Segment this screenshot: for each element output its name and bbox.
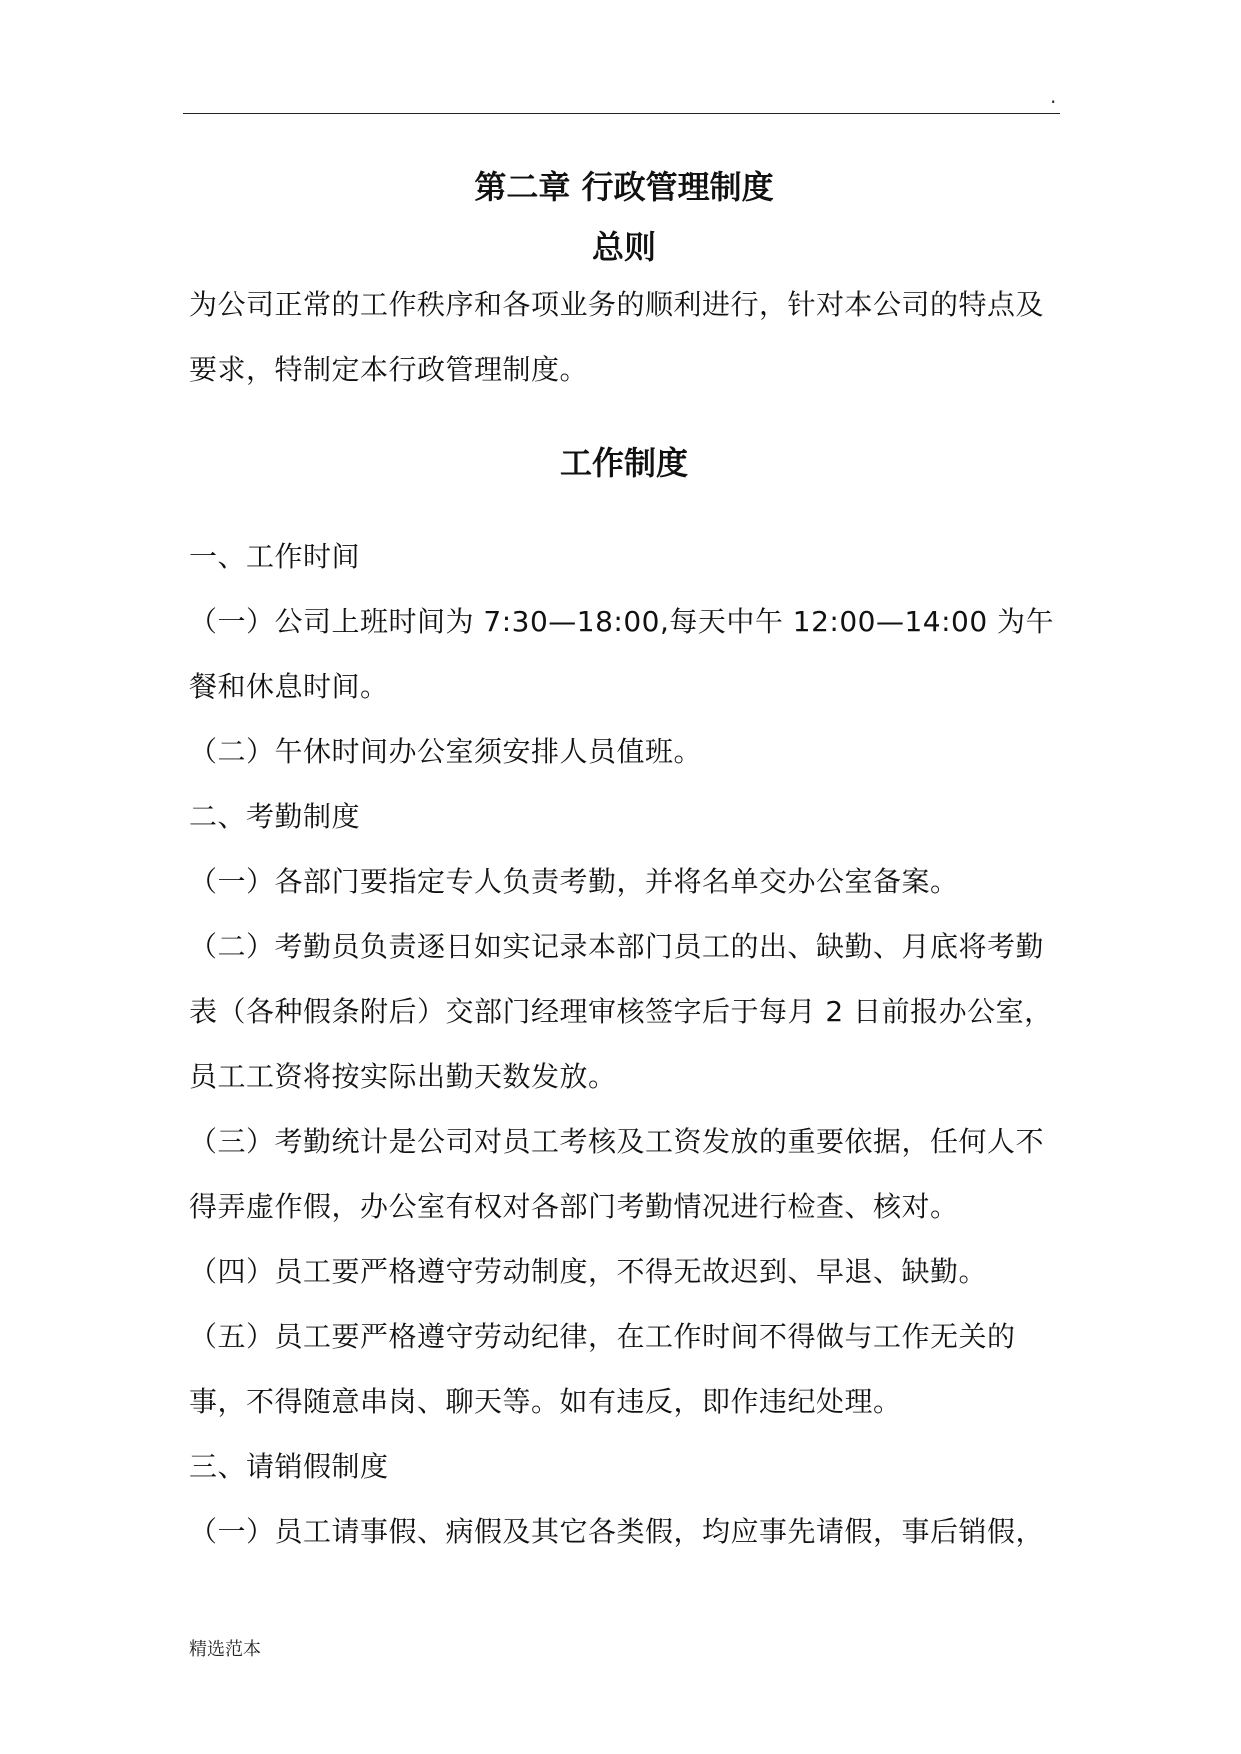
section-heading-attendance: 二、考勤制度 [189, 800, 361, 834]
chapter-title: 第二章 行政管理制度 [474, 168, 774, 206]
paragraph-noon-duty: （二）午休时间办公室须安排人员值班。 [189, 735, 703, 769]
intro-paragraph: 为公司正常的工作秩序和各项业务的顺利进行，针对本公司的特点及要求，特制定本行政管理制度。 [189, 287, 1045, 386]
header-rule [183, 113, 1060, 114]
paragraph-attendance-designation: （一）各部门要指定专人负责考勤，并将名单交办公室备案。 [189, 865, 959, 899]
paragraph-labor-rules: （四）员工要严格遵守劳动制度，不得无故迟到、早退、缺勤。 [189, 1255, 988, 1289]
paragraph-leave-request: （一）员工请事假、病假及其它各类假，均应事先请假，事后销假， [189, 1515, 1045, 1549]
work-system-title: 工作制度 [559, 443, 688, 482]
section-heading-work-time: 一、工作时间 [189, 540, 361, 574]
paragraph-work-hours: （一）公司上班时间为 7:30—18:00,每天中午 12:00—14:00 为午餐和休息时间。 [189, 605, 1055, 704]
section-heading-leave: 三、请销假制度 [189, 1450, 389, 1484]
general-title: 总则 [591, 228, 656, 267]
paragraph-labor-discipline: （五）员工要严格遵守劳动纪律，在工作时间不得做与工作无关的事，不得随意串岗、聊天等。如有违反，即作违纪处理。 [189, 1320, 1016, 1419]
footer-text: 精选范本 [189, 1639, 261, 1660]
paragraph-attendance-record: （二）考勤员负责逐日如实记录本部门员工的出、缺勤、月底将考勤表（各种假条附后）交部门经理审核签字后于每月 2 日前报办公室，员工工资将按实际出勤天数发放。 [189, 930, 1053, 1094]
document-body [189, 150, 1059, 1564]
paragraph-attendance-statistics: （三）考勤统计是公司对员工考核及工资发放的重要依据，任何人不得弄虚作假，办公室有权对各部门考勤情况进行检查、核对。 [189, 1125, 1045, 1224]
header-mark: . [1050, 84, 1057, 108]
